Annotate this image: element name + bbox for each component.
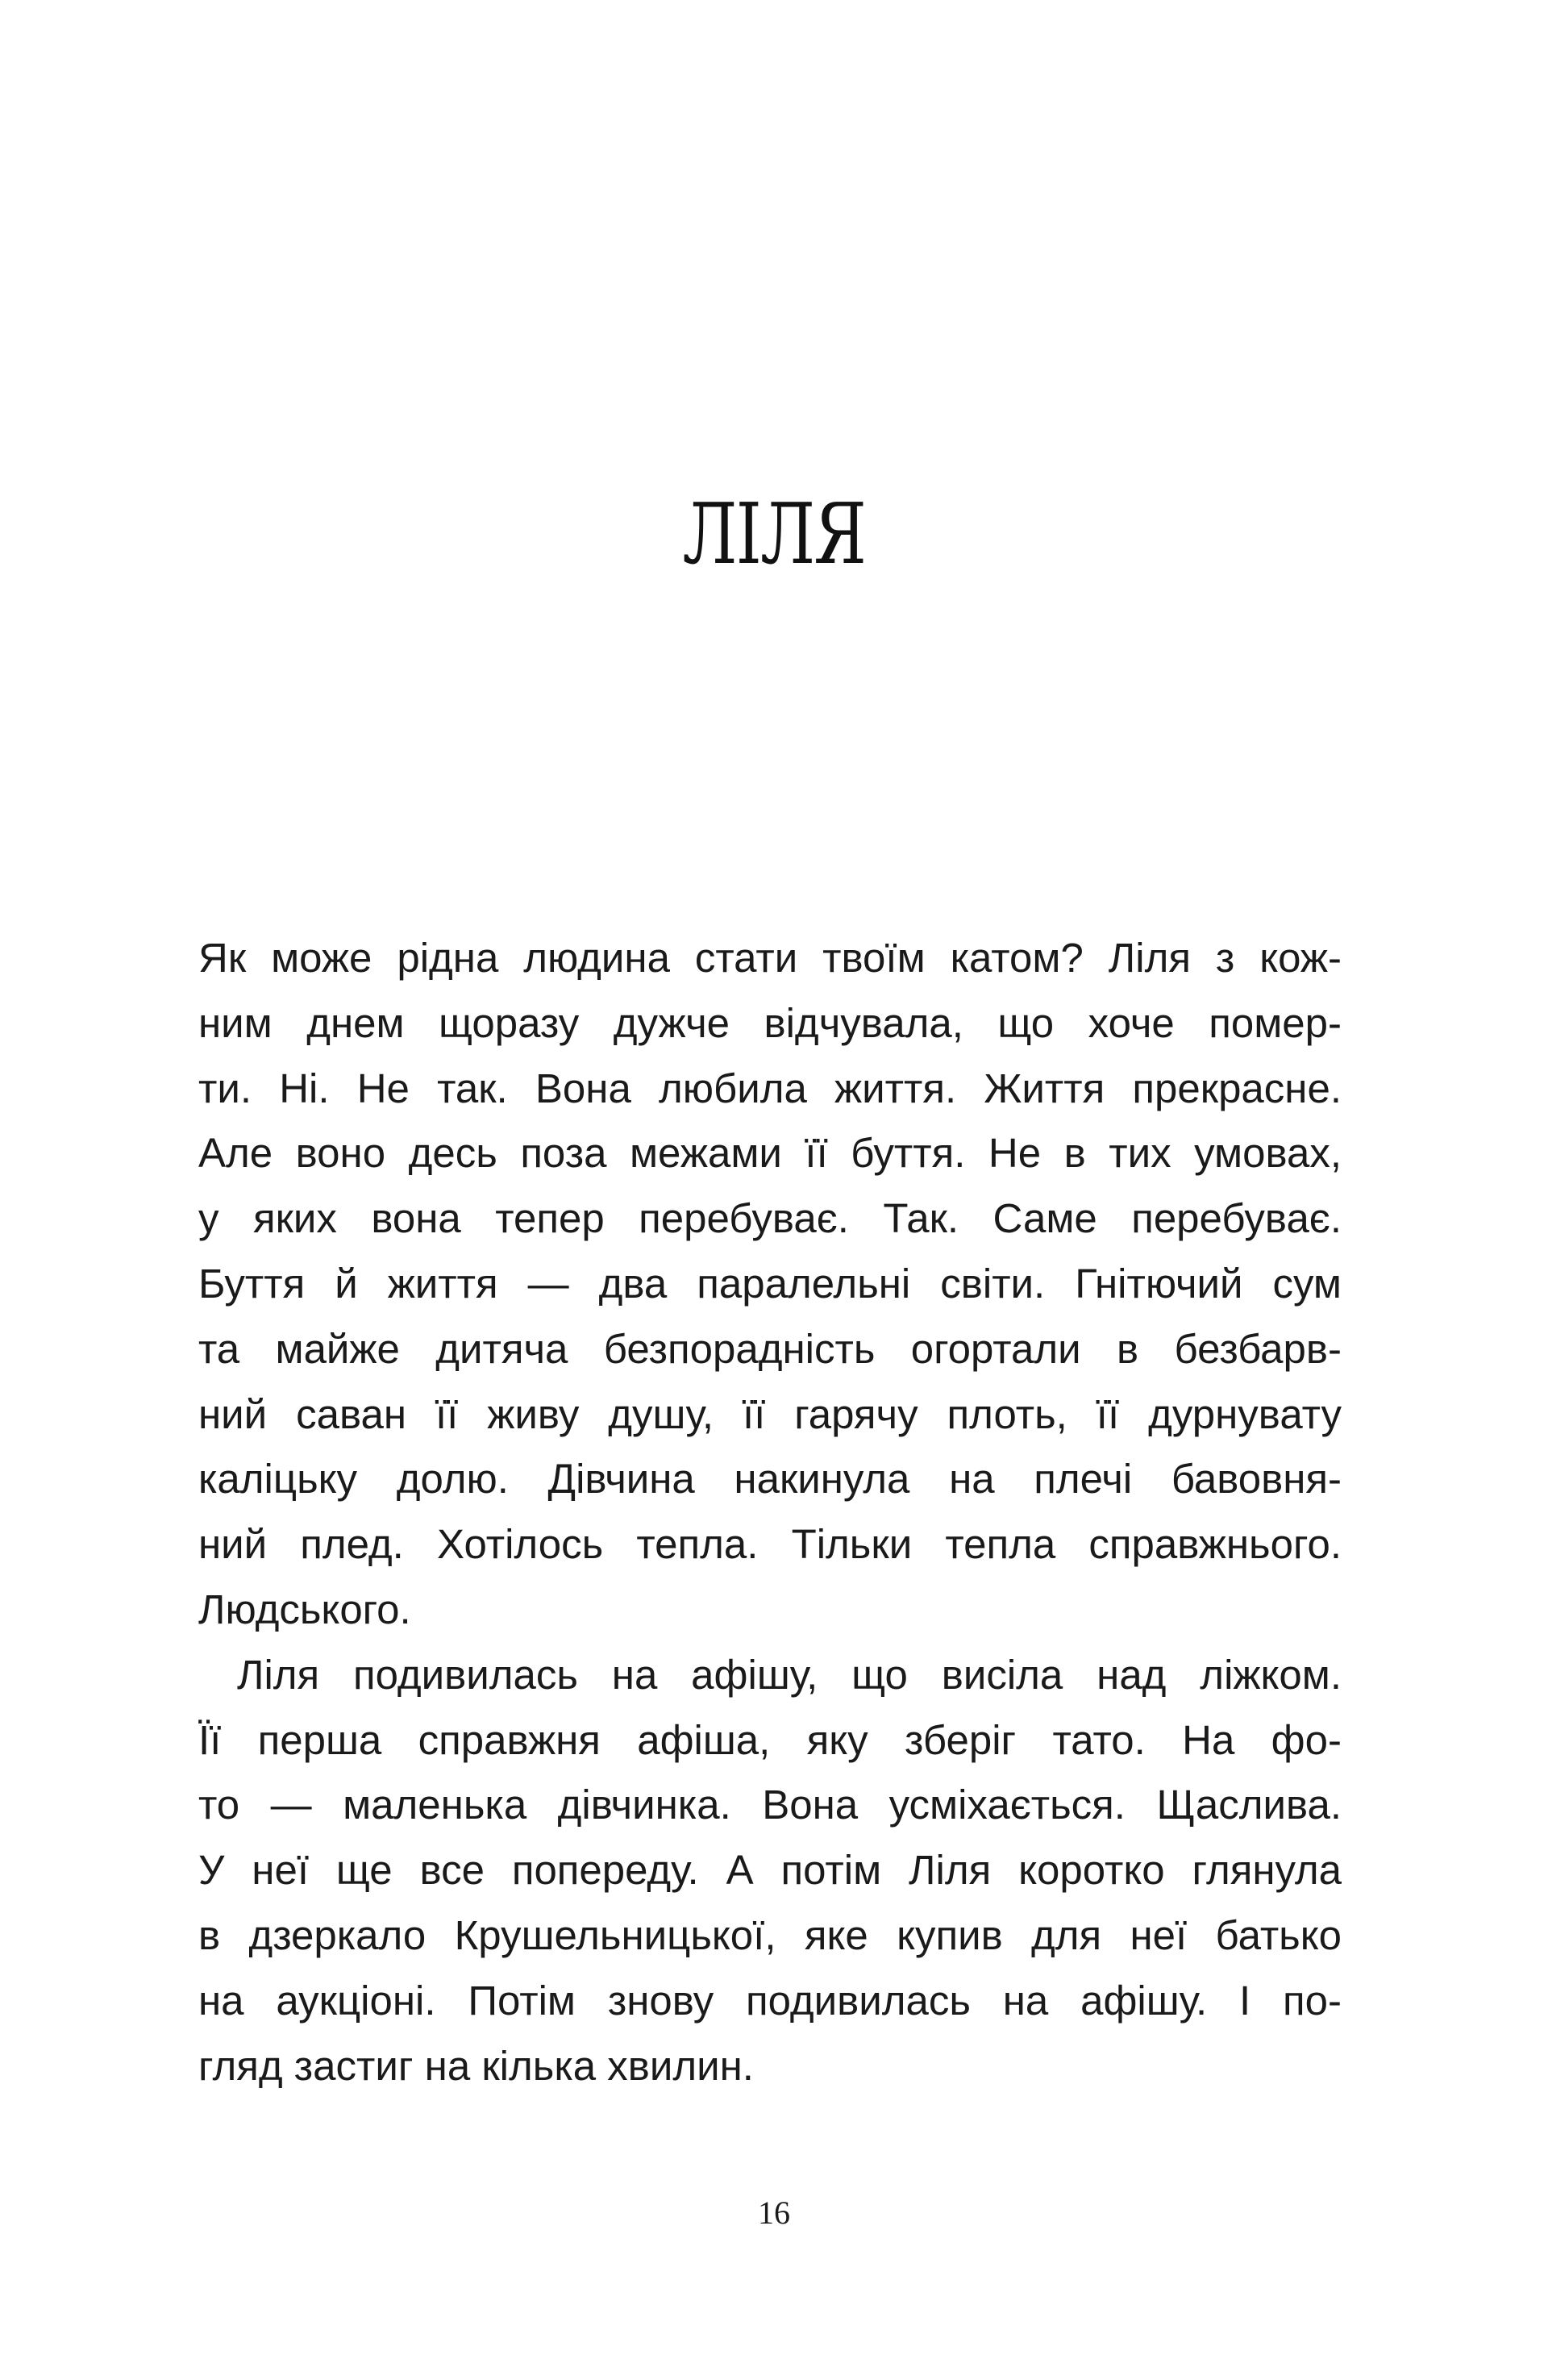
text-line: ним днем щоразу дужче відчувала, що хоче помер- [198, 999, 1342, 1046]
text-line: Її перша справжня афіша, яку зберіг тато. На фо- [198, 1716, 1342, 1763]
chapter-title: ЛІЛЯ [682, 485, 866, 583]
text-line: гляд застиг на кілька хвилин. [198, 2042, 754, 2089]
text-line: каліцьку долю. Дівчина накинула на плечі бавовня- [198, 1456, 1342, 1503]
text-line: на аукціоні. Потім знову подивилась на афішу. І по- [198, 1977, 1342, 2024]
paragraph-2 [198, 1643, 1342, 2099]
paragraph-1 [198, 926, 1342, 1643]
text-line: в дзеркало Крушельницької, яке купив для неї батько [198, 1911, 1342, 1958]
text-line: та майже дитяча безпорадність огортали в безбарв- [198, 1325, 1342, 1372]
text-line: Буття й життя — два паралельні світи. Гнітючий сум [198, 1260, 1342, 1307]
body-text [198, 926, 1342, 2099]
text-line: У неї ще все попереду. А потім Ліля коротко глянула [198, 1847, 1342, 1894]
text-line: Як може рідна людина стати твоїм катом? Ліля з кож- [198, 935, 1342, 981]
page-number: 16 [758, 2195, 790, 2231]
text-line: ти. Ні. Не так. Вона любила життя. Життя прекрасне. [198, 1065, 1342, 1111]
text-line: у яких вона тепер перебуває. Так. Саме перебуває. [198, 1195, 1342, 1242]
text-line: Ліля подивилась на афішу, що висіла над ліжком. [237, 1651, 1342, 1698]
text-line: ний плед. Хотілось тепла. Тільки тепла справжнього. [198, 1521, 1342, 1568]
text-line: Але воно десь поза межами її буття. Не в тих умовах, [198, 1130, 1342, 1177]
text-line: то — маленька дівчинка. Вона усміхається. Щаслива. [198, 1782, 1342, 1828]
text-line: ний саван її живу душу, її гарячу плоть, її дурнувату [198, 1390, 1342, 1437]
text-line: Людського. [198, 1586, 411, 1632]
